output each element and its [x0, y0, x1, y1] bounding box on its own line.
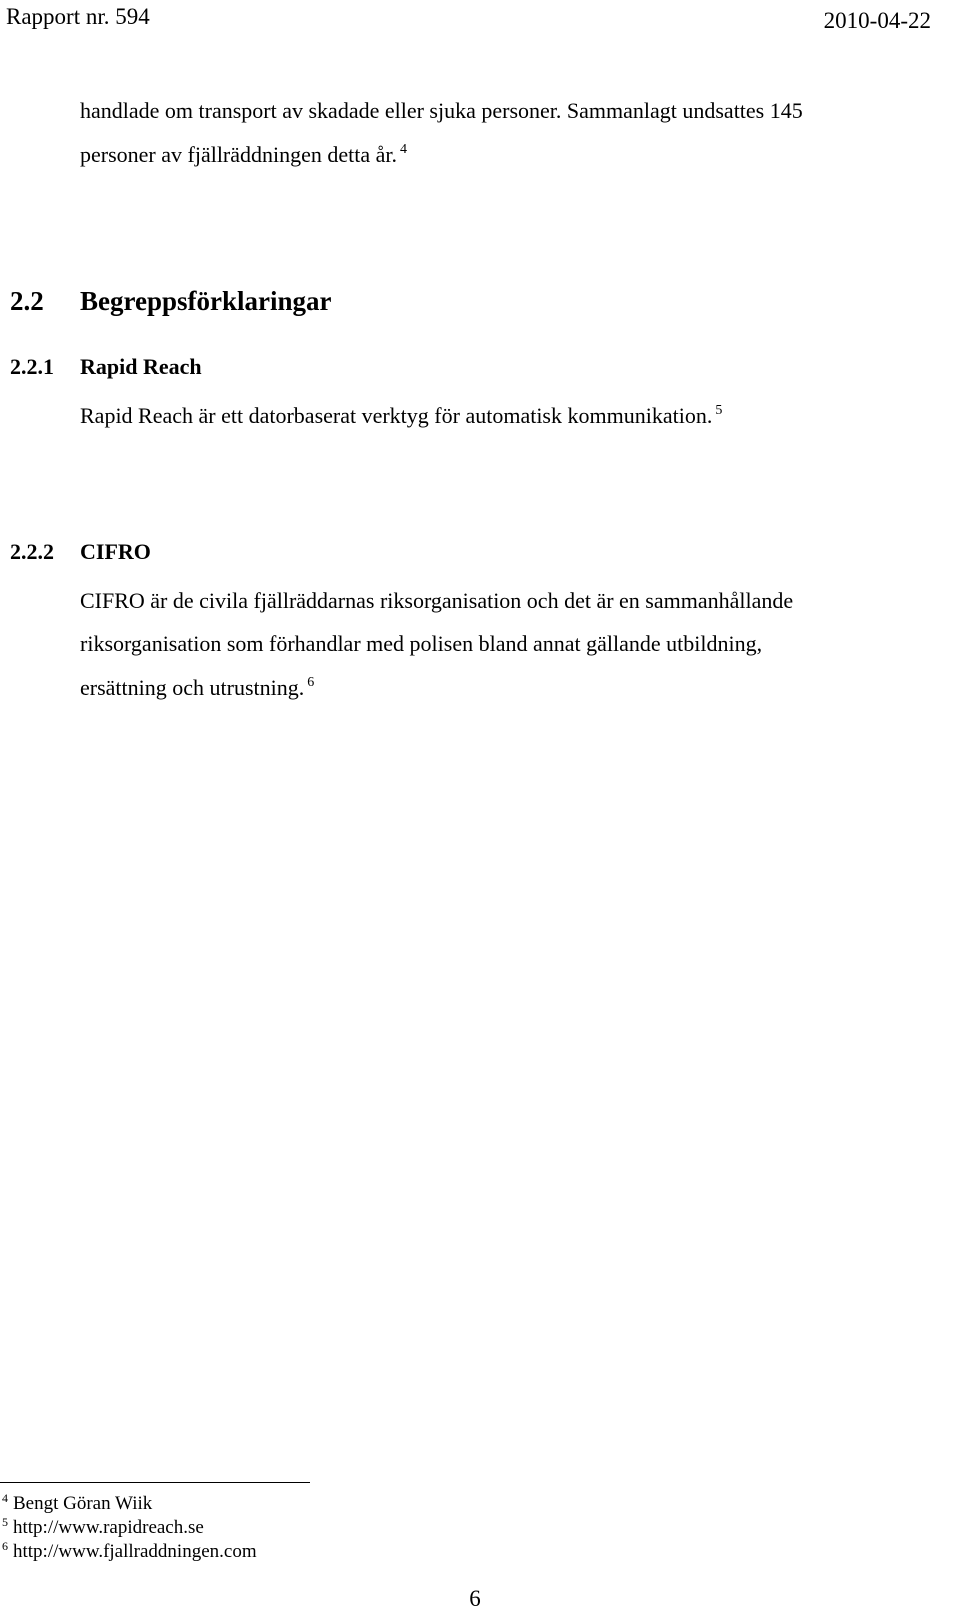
cifro-line-2: riksorganisation som förhandlar med polisen bland annat gällande utbildning,	[80, 631, 763, 656]
footnote-number: 5	[2, 1515, 8, 1529]
subsection-title: CIFRO	[80, 539, 151, 564]
report-date: 2010-04-22	[823, 8, 931, 33]
footnote-number: 6	[2, 1539, 8, 1553]
section-title: Begreppsförklaringar	[80, 286, 332, 316]
footnote-ref-5[interactable]: 5	[715, 403, 723, 418]
footnote-separator	[0, 1482, 310, 1483]
intro-line-2	[80, 142, 407, 168]
footnote-4	[2, 1493, 152, 1515]
intro-line-1: handlade om transport av skadade eller sjuka personer. Sammanlagt undsattes 145	[80, 98, 803, 123]
footnote-link[interactable]: http://www.rapidreach.se	[13, 1517, 204, 1538]
footnote-5	[2, 1517, 204, 1539]
subsection-number: 2.2.1	[10, 354, 54, 379]
cifro-line-3-text: ersättning och utrustning.	[80, 675, 305, 700]
footnote-number: 4	[2, 1491, 8, 1505]
footnote-link[interactable]: http://www.fjallraddningen.com	[13, 1541, 257, 1562]
rapid-reach-text	[80, 403, 722, 429]
footnote-6	[2, 1541, 257, 1563]
page-number: 6	[469, 1586, 481, 1611]
subsection-number: 2.2.2	[10, 539, 54, 564]
footnote-ref-4[interactable]: 4	[400, 142, 408, 157]
section-heading-2-2	[10, 286, 332, 317]
section-number: 2.2	[10, 286, 44, 316]
intro-line-2-text: personer av fjällräddningen detta år.	[80, 142, 398, 167]
cifro-line-1: CIFRO är de civila fjällräddarnas riksorganisation och det är en sammanhållande	[80, 588, 794, 613]
cifro-line-3	[80, 675, 314, 701]
subsection-title: Rapid Reach	[80, 354, 202, 379]
section-heading-2-2-2	[10, 539, 151, 565]
footnote-text: Bengt Göran Wiik	[13, 1493, 153, 1514]
footnote-ref-6[interactable]: 6	[307, 675, 315, 690]
section-heading-2-2-1	[10, 354, 202, 380]
rapid-reach-sentence: Rapid Reach är ett datorbaserat verktyg för automatisk kommunikation.	[80, 403, 713, 428]
report-number: Rapport nr. 594	[6, 4, 150, 29]
